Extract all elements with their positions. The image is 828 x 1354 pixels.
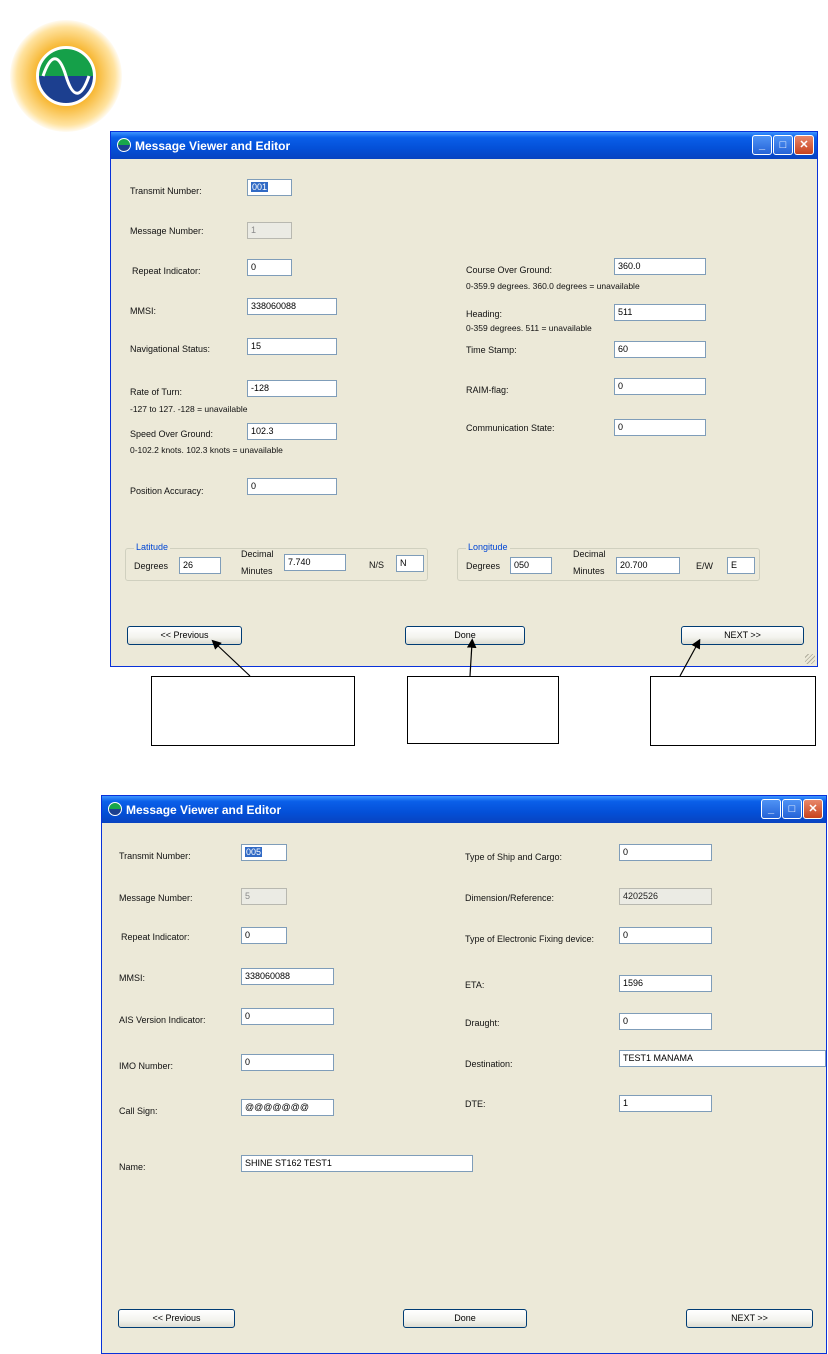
repeat-indicator-label: Repeat Indicator: — [132, 266, 201, 276]
window-title: Message Viewer and Editor — [135, 139, 291, 153]
speed-over-ground-label: Speed Over Ground: — [130, 429, 214, 439]
longitude-minutes-label: Minutes — [573, 566, 605, 576]
message-number-label: Message Number: — [119, 893, 193, 903]
longitude-group-title: Longitude — [468, 542, 508, 552]
next-button[interactable]: NEXT >> — [681, 626, 804, 645]
minimize-button[interactable]: _ — [761, 799, 781, 819]
heading-field[interactable]: 511 — [614, 304, 706, 321]
ais-version-label: AIS Version Indicator: — [119, 1015, 206, 1025]
latitude-degrees-field[interactable]: 26 — [179, 557, 221, 574]
latitude-degrees-label: Degrees — [134, 561, 169, 571]
communication-state-field[interactable]: 0 — [614, 419, 706, 436]
call-sign-field[interactable]: @@@@@@@ — [241, 1099, 334, 1116]
latitude-ns-label: N/S — [369, 560, 385, 570]
ship-cargo-field[interactable]: 0 — [619, 844, 712, 861]
imo-number-field[interactable]: 0 — [241, 1054, 334, 1071]
longitude-minutes-field[interactable]: 20.700 — [616, 557, 680, 574]
transmit-number-field[interactable]: 001 — [247, 179, 292, 196]
title-bar[interactable] — [102, 796, 826, 823]
speed-over-ground-field[interactable]: 102.3 — [247, 423, 337, 440]
ship-cargo-label: Type of Ship and Cargo: — [465, 852, 563, 862]
transmit-number-label: Transmit Number: — [130, 186, 202, 196]
transmit-number-label: Transmit Number: — [119, 851, 191, 861]
done-button[interactable]: Done — [403, 1309, 527, 1328]
dimension-reference-label: Dimension/Reference: — [465, 893, 555, 903]
mmsi-label: MMSI: — [130, 306, 156, 316]
maximize-button[interactable]: □ — [773, 135, 793, 155]
mmsi-field[interactable]: 338060088 — [247, 298, 337, 315]
message-editor-window-2 — [101, 795, 827, 1354]
done-button[interactable]: Done — [405, 626, 525, 645]
previous-button[interactable]: << Previous — [127, 626, 242, 645]
time-stamp-label: Time Stamp: — [466, 345, 517, 355]
raim-flag-field[interactable]: 0 — [614, 378, 706, 395]
latitude-minutes-label: Minutes — [241, 566, 273, 576]
latitude-minutes-field[interactable]: 7.740 — [284, 554, 346, 571]
transmit-number-field[interactable]: 005 — [241, 844, 287, 861]
draught-field[interactable]: 0 — [619, 1013, 712, 1030]
call-sign-label: Call Sign: — [119, 1106, 158, 1116]
navigational-status-label: Navigational Status: — [130, 344, 211, 354]
repeat-indicator-field[interactable]: 0 — [241, 927, 287, 944]
dte-field[interactable]: 1 — [619, 1095, 712, 1112]
latitude-group-title: Latitude — [136, 542, 169, 552]
course-over-ground-field[interactable]: 360.0 — [614, 258, 706, 275]
dimension-reference-field: 4202526 — [619, 888, 712, 905]
repeat-indicator-field[interactable]: 0 — [247, 259, 292, 276]
mmsi-label: MMSI: — [119, 973, 145, 983]
longitude-degrees-field[interactable]: 050 — [510, 557, 552, 574]
close-button[interactable]: ✕ — [794, 135, 814, 155]
speed-over-ground-hint: 0-102.2 knots. 102.3 knots = unavailable — [130, 445, 283, 455]
eta-label: ETA: — [465, 980, 485, 990]
done-arrow — [470, 643, 472, 676]
time-stamp-field[interactable]: 60 — [614, 341, 706, 358]
heading-hint: 0-359 degrees. 511 = unavailable — [466, 323, 592, 333]
navigational-status-field[interactable]: 15 — [247, 338, 337, 355]
message-number-field: 1 — [247, 222, 292, 239]
previous-button[interactable]: << Previous — [118, 1309, 235, 1328]
raim-flag-label: RAIM-flag: — [466, 385, 509, 395]
destination-field[interactable]: TEST1 MANAMA — [619, 1050, 826, 1067]
communication-state-label: Communication State: — [466, 423, 555, 433]
name-label: Name: — [119, 1162, 146, 1172]
rate-of-turn-field[interactable]: -128 — [247, 380, 337, 397]
longitude-decimal-label: Decimal — [573, 549, 606, 559]
electronic-fixing-device-field[interactable]: 0 — [619, 927, 712, 944]
previous-arrow — [215, 643, 250, 676]
longitude-ew-field[interactable]: E — [727, 557, 755, 574]
next-arrow — [680, 643, 698, 676]
longitude-degrees-label: Degrees — [466, 561, 501, 571]
imo-number-label: IMO Number: — [119, 1061, 174, 1071]
dte-label: DTE: — [465, 1099, 486, 1109]
heading-label: Heading: — [466, 309, 503, 319]
electronic-fixing-device-label: Type of Electronic Fixing device: — [465, 934, 595, 944]
draught-label: Draught: — [465, 1018, 500, 1028]
repeat-indicator-label: Repeat Indicator: — [121, 932, 190, 942]
eta-field[interactable]: 1596 — [619, 975, 712, 992]
latitude-ns-field[interactable]: N — [396, 555, 424, 572]
maximize-button[interactable]: □ — [782, 799, 802, 819]
latitude-decimal-label: Decimal — [241, 549, 274, 559]
mmsi-field[interactable]: 338060088 — [241, 968, 334, 985]
close-button[interactable]: ✕ — [803, 799, 823, 819]
rate-of-turn-hint: -127 to 127. -128 = unavailable — [130, 404, 248, 414]
position-accuracy-label: Position Accuracy: — [130, 486, 204, 496]
message-number-label: Message Number: — [130, 226, 204, 236]
ais-version-field[interactable]: 0 — [241, 1008, 334, 1025]
message-number-field: 5 — [241, 888, 287, 905]
window-title: Message Viewer and Editor — [126, 803, 282, 817]
minimize-button[interactable]: _ — [752, 135, 772, 155]
course-over-ground-label: Course Over Ground: — [466, 265, 553, 275]
destination-label: Destination: — [465, 1059, 513, 1069]
rate-of-turn-label: Rate of Turn: — [130, 387, 183, 397]
position-accuracy-field[interactable]: 0 — [247, 478, 337, 495]
next-button[interactable]: NEXT >> — [686, 1309, 813, 1328]
name-field[interactable]: SHINE ST162 TEST1 — [241, 1155, 473, 1172]
longitude-ew-label: E/W — [696, 561, 713, 571]
course-over-ground-hint: 0-359.9 degrees. 360.0 degrees = unavailable — [466, 281, 640, 291]
globe-app-icon — [108, 802, 122, 816]
